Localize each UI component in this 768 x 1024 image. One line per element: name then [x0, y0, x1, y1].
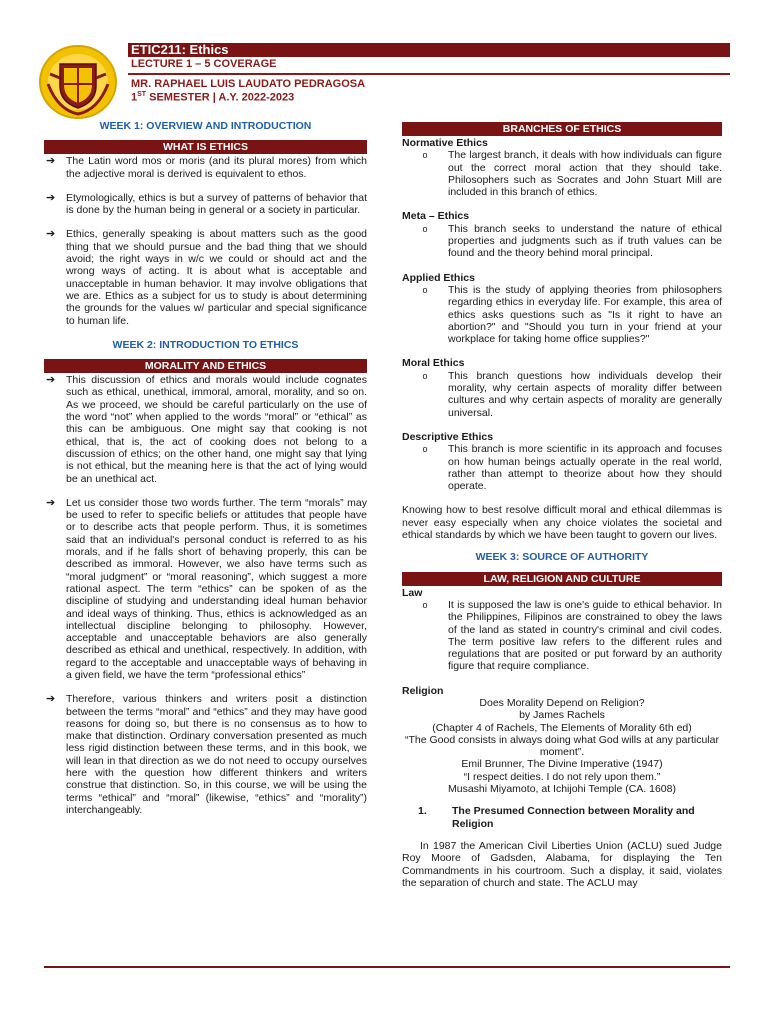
bullet-item: ➔ Etymologically, ethics is but a survey of patterns of behavior that is done by the human being in general or a society in particular.: [46, 191, 367, 217]
arrow-bullet-icon: ➔: [46, 191, 56, 204]
branch-heading: Moral Ethics: [402, 357, 465, 370]
circle-bullet-icon: o: [422, 284, 428, 295]
bullet-item: ➔ This discussion of ethics and morals would include cognates such as ethical, unethical, immoral, amoral, morality, and so on. As we proceed, we should be careful particularly on the use of the word “not” when applied to the words “moral” or “ethical” as this can be ambiguous. One might say that cooking is not ethical, that is, the act of cooking does not belong to a discussion of ethics; on the other hand, one might say that lying is not ethical, but the meaning here is that the act of lying would be an unethical act.: [46, 374, 367, 485]
numbered-heading: 1. The Presumed Connection between Morality and Religion: [418, 805, 695, 830]
branch-heading: Applied Ethics: [402, 271, 475, 284]
quote-line: Does Morality Depend on Religion?: [479, 696, 645, 709]
branch-item: o This branch questions how individuals develop their morality, why certain aspects of morality differ between cultures and why certain aspects of morality are generally universal.: [402, 370, 722, 419]
section-band-law-religion-culture: LAW, RELIGION AND CULTURE: [402, 572, 722, 586]
circle-bullet-icon: o: [422, 150, 428, 161]
circle-bullet-icon: o: [422, 599, 428, 610]
instructor-name: MR. RAPHAEL LUIS LAUDATO PEDRAGOSA: [131, 78, 366, 90]
branch-item: o The largest branch, it deals with how individuals can figure out the correct moral action that they should take. Philosophers such as Socrates and John Stuart Mill are included in this branch of ethics.: [402, 149, 722, 198]
footer-divider: [44, 966, 730, 968]
header-divider: [128, 73, 730, 75]
circle-bullet-icon: o: [422, 223, 428, 234]
bullet-item: ➔ Let us consider those two words further. The term “morals” may be used to refer to specific beliefs or attitudes that people have or to describe acts that people perform. Thus, it is sometimes said that an individual's personal conduct is referred to as his morals, and if he falls short of behaving properly, this can be described as immoral. However, we also have terms such as “moral judgment” or “moral reasoning”, which suggest a more rational aspect. The term “ethics” can be spoken of as the discipline of studying and understanding ideal human behavior and ideal ways of thinking. Thus, ethics is acknowledged as an intellectual discipline belonging to philosophy. However, acceptable and unacceptable behaviors are also generally described as ethical and unethical, respectively. In addition, with regard to the acceptable and unacceptable ways of behaving in a given field, we have the term “professional ethics”: [46, 496, 367, 681]
quote-line: Musashi Miyamoto, at Ichijohi Temple (CA. 1608): [448, 783, 676, 796]
week1-heading: WEEK 1: OVERVIEW AND INTRODUCTION: [99, 120, 312, 132]
branch-item: o This branch seeks to understand the nature of ethical properties and judgments such as if truth values can be found and the theory behind moral principal.: [402, 223, 722, 260]
branch-heading: Meta – Ethics: [402, 210, 470, 223]
branch-item: o This is the study of applying theories from philosophers regarding ethics in everyday life. For example, this area of ethics asks questions such as "Is it right to have an abortion?" and "Should you turn in your friend at your workplace for taking home office supplies?": [402, 284, 722, 345]
bullet-item: ➔ The Latin word mos or moris (and its plural mores) from which the adjective moral is derived is equivalent to ethos.: [46, 155, 367, 180]
branch-item: o This branch is more scientific in its approach and focuses on how human beings actually operate in the real world, rather than attempt to theorize about how they should operate.: [402, 443, 722, 492]
section-band-morality-ethics: MORALITY AND ETHICS: [44, 359, 367, 373]
arrow-bullet-icon: ➔: [46, 693, 56, 706]
left-column: [44, 116, 367, 828]
week3-heading: WEEK 3: SOURCE OF AUTHORITY: [475, 551, 649, 564]
arrow-bullet-icon: ➔: [46, 155, 56, 168]
quote-line: Emil Brunner, The Divine Imperative (1947): [461, 758, 663, 771]
section-band-what-is-ethics: WHAT IS ETHICS: [44, 140, 367, 154]
quote-line: by James Rachels: [519, 709, 605, 722]
arrow-bullet-icon: ➔: [46, 496, 56, 509]
paragraph: Knowing how to best resolve difficult moral and ethical dilemmas is never easy especially when any choice violates the societal and ethical standards by which we have been taught to govern our lives.: [402, 504, 722, 542]
bullet-item: ➔ Therefore, various thinkers and writers posit a distinction between the terms “moral” and “ethics” and they may have good reasons for doing so, but there is no consensus as to how to make that distinction. Ordinary conversation presented as much less rigid distinction between these terms, and in this book, we will lean in that direction as we do not need to occupy ourselves here with the question how different thinkers and writers construe that distinction. So, in this course, we will be using the terms “ethical” and “moral” (likewise, “ethics” and “morality”) interchangeably.: [46, 693, 367, 816]
quote-line: “The Good consists in always doing what God wills at any particular moment”.: [405, 733, 719, 759]
arrow-bullet-icon: ➔: [46, 228, 56, 241]
branch-heading: Descriptive Ethics: [402, 430, 494, 443]
quote-line: (Chapter 4 of Rachels, The Elements of Morality 6th ed): [432, 721, 692, 734]
law-item: o It is supposed the law is one's guide to ethical behavior. In the Philippines, Filipinos are constrained to obey the laws of the land as stated in country's criminal and civil codes. The term positive law refers to the different rules and regulations that are posited or put forward by an authority figure that require compliance.: [402, 599, 722, 673]
circle-bullet-icon: o: [422, 444, 428, 455]
branch-heading: Normative Ethics: [402, 137, 488, 149]
right-column: [402, 120, 722, 899]
section-band-branches: BRANCHES OF ETHICS: [402, 122, 722, 136]
course-title: ETIC211: Ethics: [128, 43, 730, 57]
lecture-coverage: LECTURE 1 – 5 COVERAGE: [131, 58, 277, 70]
quote-line: “I respect deities. I do not rely upon them.”: [463, 770, 661, 783]
semester-line: 1ST SEMESTER | A.Y. 2022-2023: [131, 91, 295, 104]
paragraph: In 1987 the American Civil Liberties Union (ACLU) sued Judge Roy Moore of Gadsden, Alabama, for displaying the Ten Commandments in his courtroom. Such a display, it said, violates the separation of church and state. The ACLU may: [402, 839, 722, 889]
week2-heading: WEEK 2: INTRODUCTION TO ETHICS: [112, 338, 299, 351]
university-crest-logo: [38, 44, 118, 120]
religion-heading: Religion: [402, 684, 444, 697]
circle-bullet-icon: o: [422, 370, 428, 381]
bullet-item: ➔ Ethics, generally speaking is about matters such as the good thing that we should pursue and the bad thing that we should avoid; the right ways in w/c we could or should act and the wrong ways of acting. It is about what is acceptable and unacceptable in human behavior. It may involve obligations that we are. Ethics as a subject for us to study is about determining the grounds for the values w/ particular and special significance to human life.: [46, 228, 367, 327]
law-heading: Law: [402, 586, 423, 599]
arrow-bullet-icon: ➔: [46, 374, 56, 387]
